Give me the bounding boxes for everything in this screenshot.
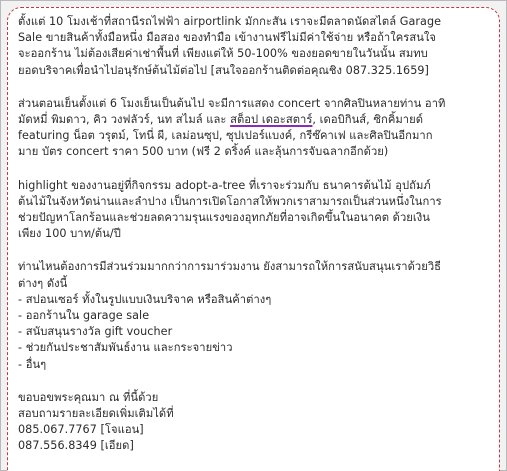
- paragraph-garage-sale: [18, 14, 490, 79]
- text-line: มาย บัตร concert ราคา 500 บาท (ฟรี 2 ดริ้งค์ และลุ้นการจับฉลากอีกด้วย): [18, 145, 389, 159]
- paragraph-concert: [18, 96, 490, 161]
- text-segment: มัดหมี่ พิมดาว, คิว วงฟลัวร์, นท สไมล์ และ: [18, 113, 227, 127]
- list-item: - สนับสนุนรางวัล gift voucher: [18, 325, 173, 339]
- text-segment: , เดอบิกินส์, ซิกคิ้มายด์: [312, 113, 424, 127]
- text-line: featuring น็อต วรุตม์, โทนี่ ผี, เลม่อนซุป, ซุปเปอร์แบงค์, กรีซ๊คาเฟ และศิลปินอีกมาก: [18, 129, 433, 143]
- text-line: ช่วยปัญหาโลกร้อนและช่วยลดความรุนแรงของอุทกภัยที่อาจเกิดขึ้นในอนาคต ด้วยเงิน: [18, 211, 430, 225]
- text-line: ขอบอขพระคุณมา ณ ที่นี้ด้วย: [18, 390, 159, 404]
- text-line: ต่างๆ ดังนี้: [18, 276, 68, 290]
- phone-number: 087.556.8349 [เอียด]: [18, 439, 134, 453]
- post-content-card: [7, 7, 500, 471]
- list-item: - สปอนเซอร์ ทั้งในรูปแบบเงินบริจาค หรือสินค้าต่างๆ: [18, 292, 272, 306]
- phone-number: 085.067.7767 [โจแอน]: [18, 423, 144, 437]
- text-line: highlight ของงานอยู่ที่กิจกรรม adopt-a-tree ที่เราจะร่วมกับ ธนาคารต้นไม้ อุปถัมภ์: [18, 178, 431, 192]
- list-item: - ออกร้านใน garage sale: [18, 309, 150, 323]
- text-line: เพียง 100 บาท/ต้น/ปี: [18, 227, 121, 241]
- text-line: ยอดบริจาคเพื่อนำไปอนุรักษ์ต้นไม้ต่อไป [สนใจออกร้านติดต่อคุณชิง 087.325.1659]: [18, 63, 429, 77]
- paragraph-support-options: [18, 259, 490, 372]
- text-line-with-link: [18, 112, 490, 128]
- list-item: - อื่นๆ: [18, 357, 47, 371]
- paragraph-adopt-a-tree: [18, 178, 490, 243]
- text-line: ต้นไม้ในจังหวัดน่านและลำปาง เป็นการเปิดโอกาสให้พวกเราสามารถเป็นส่วนหนึ่งในการ: [18, 194, 442, 208]
- text-line: Sale ขายสินค้าทั้งมือหนึ่ง มือสอง ของทำมือ เข้างานฟรีไม่มีค่าใช้จ่าย หรือถ้าใครสนใจ: [18, 31, 437, 45]
- text-line: จะออกร้าน ไม่ต้องเสียค่าเช่าพื้นที่ เพียงแต่ให้ 50-100% ของยอดขายในวันนั้น สมทบ: [18, 47, 428, 61]
- text-line: ตั้งแต่ 10 โมงเช้าที่สถานีรถไฟฟ้า airportlink มักกะสัน เราจะมีตลาดนัดสไตล์ Garage: [18, 15, 442, 28]
- text-line: ท่านไหนต้องการมีส่วนร่วมมากกว่าการมาร่วมงาน ยังสามารถให้การสนับสนุนเราด้วยวิธี: [18, 260, 442, 274]
- text-line: สอบถามรายละเอียดเพิ่มเติมได้ที่: [18, 407, 174, 421]
- list-item: - ช่วยกันประชาสัมพันธ์งาน และกระจายข่าว: [18, 341, 233, 355]
- paragraph-contact: [18, 390, 490, 455]
- artist-link[interactable]: สต็อป เดอะสตาร์: [230, 113, 313, 127]
- text-line: ส่วนตอนเย็นตั้งแต่ 6 โมงเย็นเป็นต้นไป จะมีการแสดง concert จากศิลปินหลายท่าน อาทิ: [18, 96, 446, 110]
